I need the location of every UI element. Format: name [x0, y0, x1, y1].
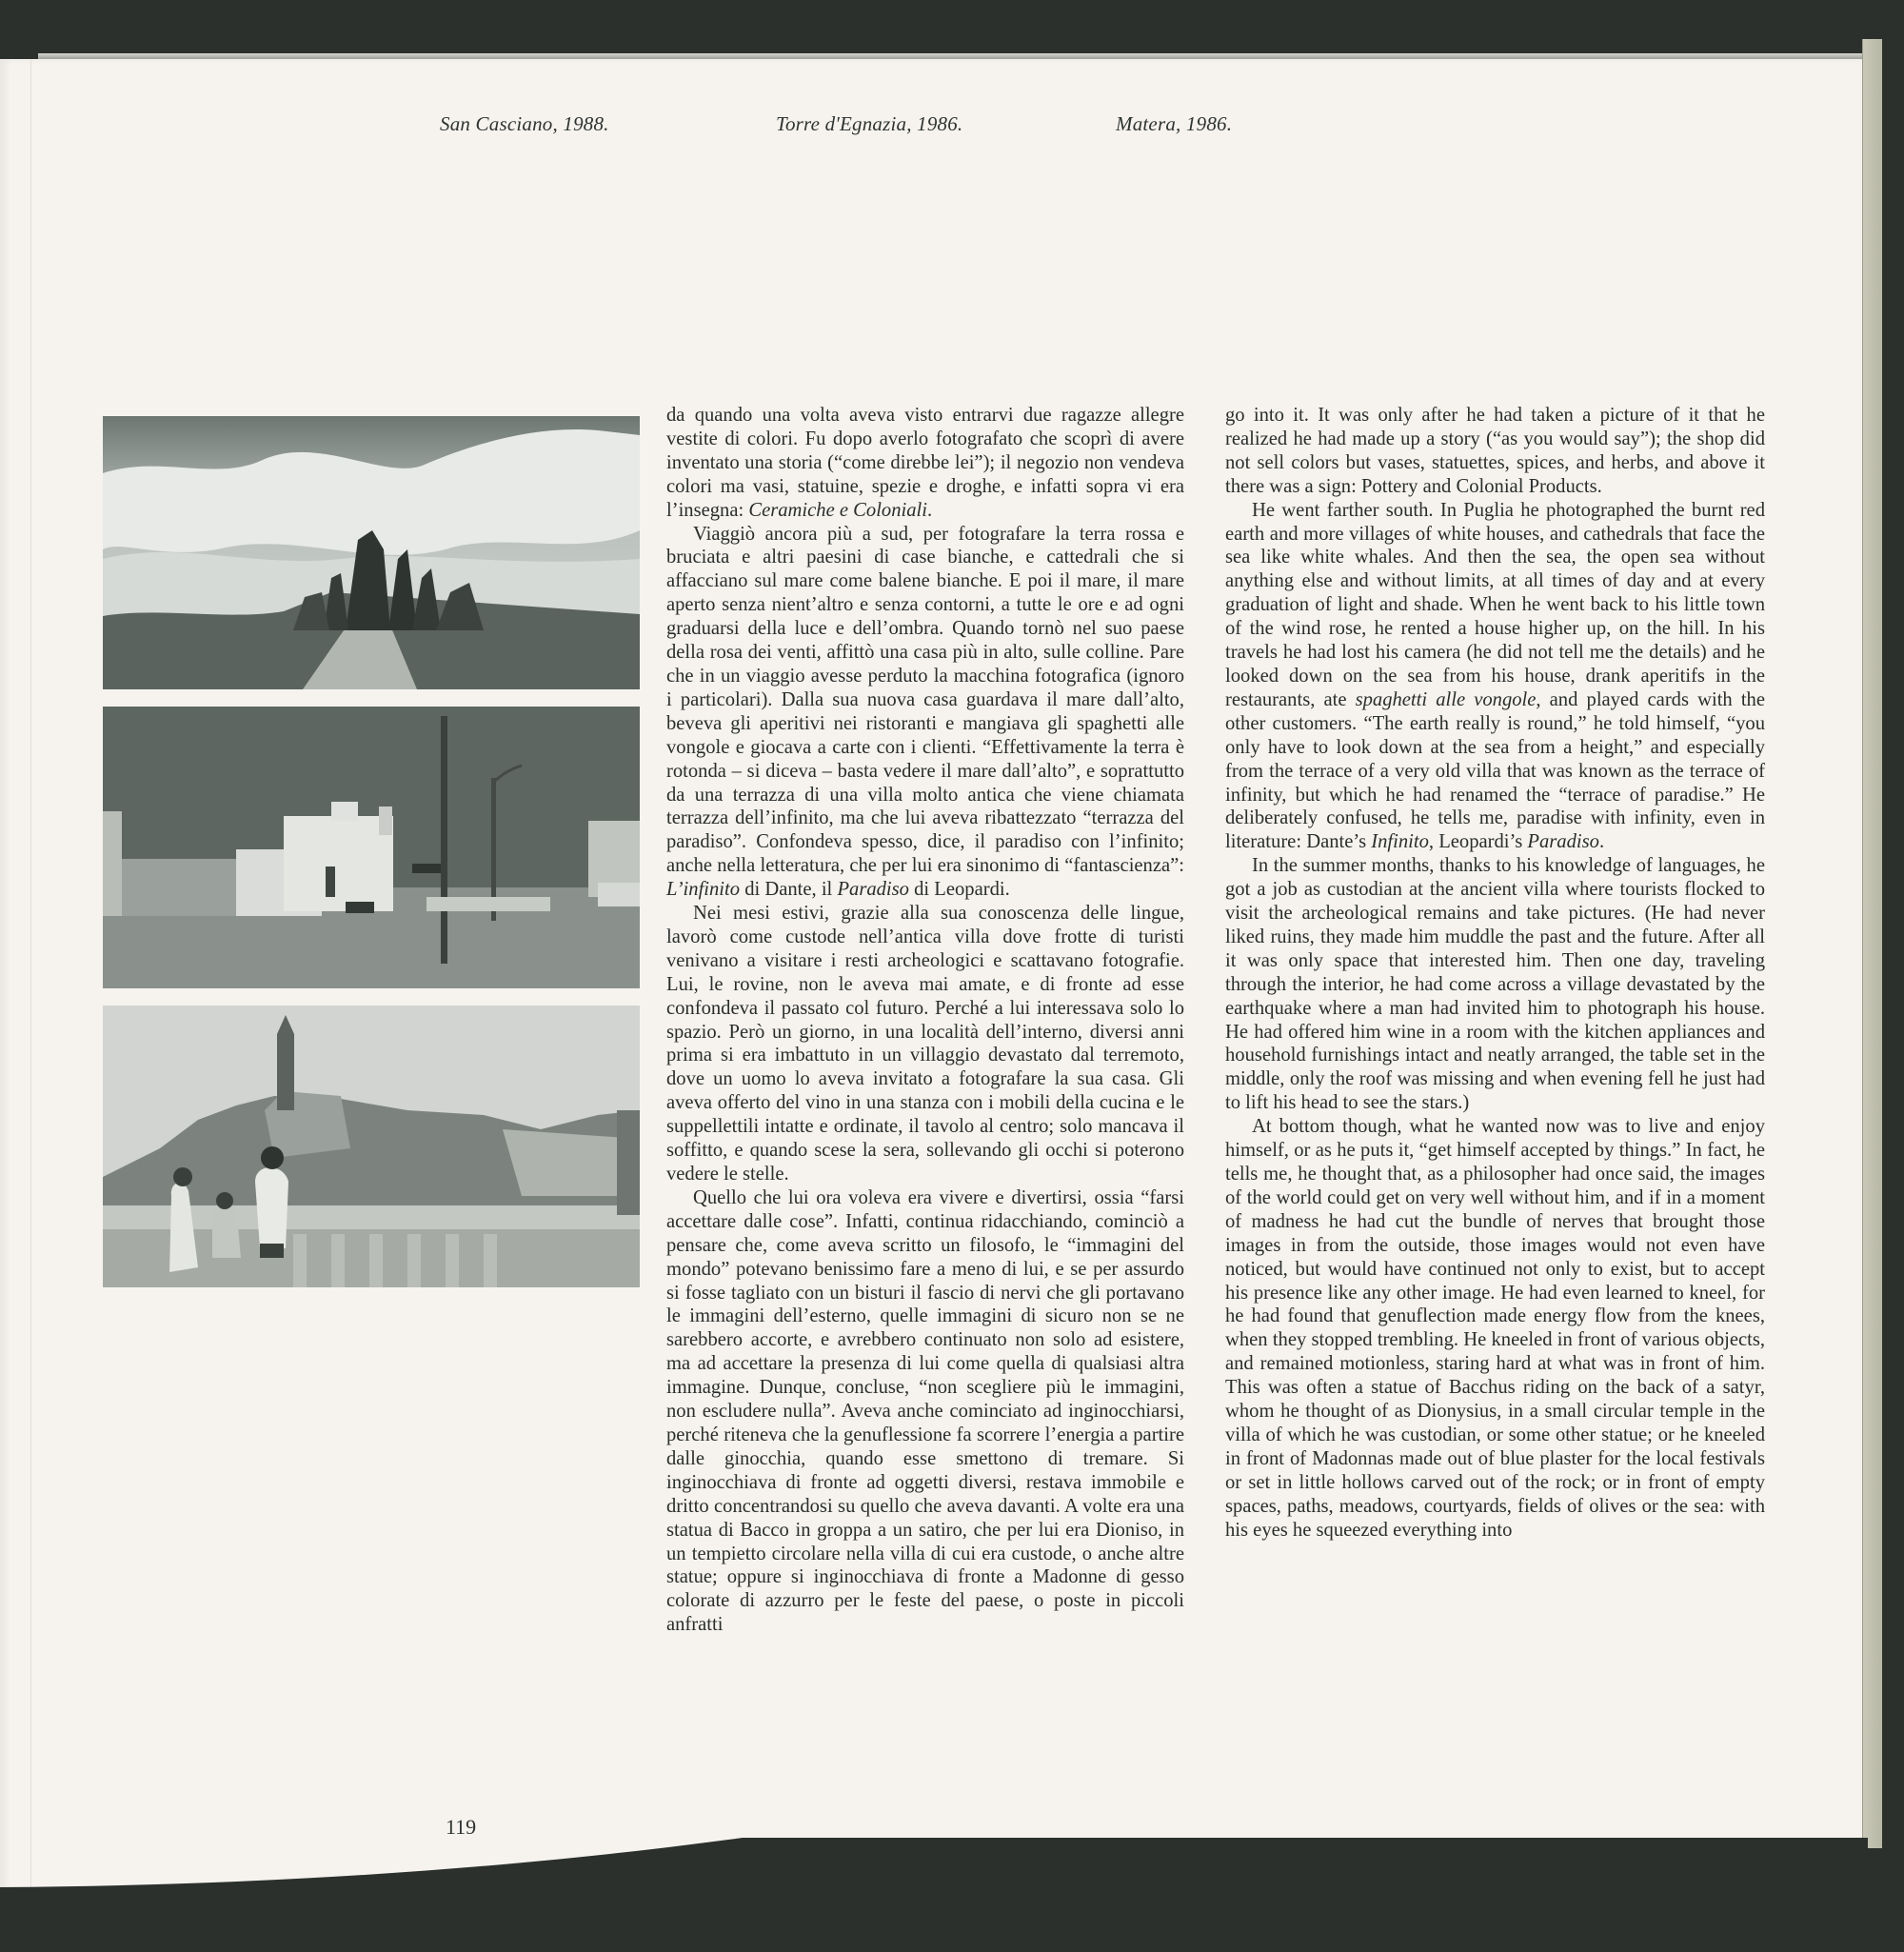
italic-title-infinito: Infinito — [1371, 831, 1429, 853]
text-segment: di Dante, il — [740, 879, 838, 901]
text-segment: , and played cards with the other customers. “The earth really is round,” he told himself, “you only have to look down at the sea from a height,” and especially from the terrace of a very old villa that was known as the terrace of infinity, but which he had renamed the “terrace of paradise.” He deliberately confused, he tells me, paradise with infinity, even in literature: Dante’s — [1225, 688, 1765, 853]
gutter-line — [30, 59, 31, 1906]
english-paragraph-2 — [1225, 499, 1765, 855]
italian-paragraph-1 — [666, 404, 1184, 523]
text-segment: Quello che lui ora voleva era vivere e divertirsi, ossia “farsi accettare dalle cose”. Infatti, continua ridacchiando, cominciò a pensare che, come aveva scritto un filosofo, le “immagini del mondo” potevano benissimo fare a meno di lui, e se per assurdo si fosse tagliato con un bisturi il fascio di nervi che gli portavano le immagini dell’esterno, quelle immagini di sicuro non se ne sarebbero accorte, e avrebbero continuato non solo ad esistere, ma ad accettare la presenza di lui come quella di qualsiasi altra immagine. Dunque, concluse, “non scegliere più le immagini, non escludere nulla”. Aveva anche cominciato ad inginocchiarsi, perché riteneva che la genuflessione fa scorrere l’energia a partire dalle ginocchia, quando esse smettono di tremare. Si inginocchiava di fronte ad oggetti diversi, restava immobile e dritto concentrandosi su quello che aveva davanti. A volte era una statua di Bacco in groppa a un satiro, che per lui era Dioniso, in un tempietto circolare nella villa di cui era custode, o anche altre statue; oppure si inginocchiava di fronte a Madonne di gesso colorate di azzurro per le feste del paese, o poste in piccoli anfratti — [666, 1186, 1184, 1636]
caption-san-casciano: San Casciano, 1988. — [440, 112, 609, 135]
italian-paragraph-3 — [666, 902, 1184, 1186]
italian-text-column — [666, 404, 1184, 1637]
italian-paragraph-2 — [666, 523, 1184, 903]
english-paragraph-1 — [1225, 404, 1765, 499]
page-edge-top — [38, 53, 1866, 59]
text-segment: In the summer months, thanks to his knowledge of languages, he got a job as custodian at the ancient villa where tourists flocked to visit the archeological remains and take pictures. (He had never liked ruins, they made him muddle the past and the future. After all it was only space that interested him. Then one day, traveling through the interior, he had come across a village devastated by the earthquake where a man had invited him to photograph his house. He had offered him wine in a room with the kitchen appliances and household furnishings intact and neatly arranged, the table set in the middle, only the roof was missing and when evening fell he just had to lift his head to see the stars.) — [1225, 855, 1765, 1114]
text-segment: go into it. It was only after he had taken a picture of it that he realized he had made up a story (“as you would say”); the shop did not sell colors but vases, statuettes, spices, and herbs, and above it there was a sign: Pottery and Colonial Products. — [1225, 405, 1765, 497]
italic-dish-name: spaghetti alle vongole — [1355, 688, 1537, 710]
italic-title-paradiso: Paradiso — [1527, 831, 1599, 853]
text-segment: da quando una volta aveva visto entrarvi due ragazze allegre vestite di colori. Fu dopo averlo fotografato che scoprì di avere inventato una storia (“come direbbe lei”); il negozio non vendeva colori ma vasi, statuine, spezie e droghe, e infatti sopra vi era l’insegna: — [666, 405, 1184, 521]
english-paragraph-3 — [1225, 854, 1765, 1115]
text-segment: He went farther south. In Puglia he photographed the burnt red earth and more villages of white houses, and cathedrals that face the sea like white whales. And then the sea, the open sea without anything else and without limits, at all times of day and at every graduation of light and shade. When he went back to his little town of the wind rose, he rented a house higher up, on the hill. In his travels he had lost his camera (he did not tell me the details) and he looked down on the sea from his house, drank aperitifs in the restaurants, ate — [1225, 499, 1765, 710]
photo-matera-image — [103, 1006, 640, 1287]
text-segment: . — [1598, 831, 1605, 853]
text-segment: di Leopardi. — [908, 879, 1010, 901]
photo-street-image — [103, 707, 640, 988]
italic-title-paradiso: Paradiso — [837, 879, 909, 901]
english-text-column — [1225, 404, 1765, 1543]
caption-torre-degnazia: Torre d'Egnazia, 1986. — [776, 112, 963, 135]
text-segment: , Leopardi’s — [1428, 831, 1528, 853]
photo-matera — [103, 1006, 640, 1287]
text-segment: At bottom though, what he wanted now was to live and enjoy himself, or as he puts it, “get himself accepted by things.” In fact, he tells me, he thought that, as a philosopher had once said, the images of the world could get on very well without him, and if in a moment of madness he had cut the bundle of nerves that brought those images in from the outside, those images would not even have noticed, but would have continued not only to exist, but to accept his presence like any other image. He had even learned to kneel, for he had found that genuflection made energy flow from the knees, when they stopped trembling. He kneeled in front of various objects, and remained motionless, staring hard at what was in front of him. This was often a statue of Bacchus riding on the back of a satyr, whom he thought of as Dionysius, in a small circular temple in the villa of which he was custodian, or some other statue; or he kneeled in front of Madonnas made out of blue plaster for the local festivals or set in little hollows carved out of the rock; or in front of empty spaces, paths, meadows, courtyards, fields of olives or the sea: with his eyes he squeezed everything into — [1225, 1116, 1765, 1541]
italian-paragraph-4 — [666, 1186, 1184, 1637]
photo-san-casciano — [103, 416, 640, 689]
english-paragraph-4 — [1225, 1115, 1765, 1542]
italic-shop-sign: Ceramiche e Coloniali — [748, 499, 927, 521]
page-number: 119 — [446, 1815, 477, 1839]
text-segment: Nei mesi estivi, grazie alla sua conoscenza delle lingue, lavorò come custode nell’antica villa dove frotte di turisti venivano a visitare i resti archeologici e scattavano fotografie. Lui, le rovine, non le aveva mai amate, e di fronte ad esse confondeva il passato col futuro. Perché a lui interessava solo lo spazio. Però un giorno, in una località dell’interno, diversi anni prima si era imbattuto in un villaggio devastato dal terremoto, dove un uomo lo aveva invitato a fotografare la sua casa. Gli aveva offerto del vino in una stanza con i mobili della cucina e le suppellettili intatte e ordinate, il tavolo al centro; solo mancava il soffitto, e quando scese la sera, sollevando gli occhi si poterono vedere le stelle. — [666, 903, 1184, 1185]
photo-landscape-image — [103, 416, 640, 689]
text-segment: . — [926, 499, 933, 521]
photo-torre-degnazia — [103, 707, 640, 988]
page-edge-right — [1862, 39, 1882, 1848]
text-segment: Viaggiò ancora più a sud, per fotografare la terra rossa e bruciata e altri paesini di case bianche, e cattedrali che si affacciano sul mare come balene bianche. E poi il mare, il mare aperto senza nient’altro e senza contorni, a tutte le ore e ad ogni graduarsi della luce e dell’ombra. Quando tornò nel suo paese della rosa dei venti, affittò una casa più in alto, sulle colline. Pare che in un viaggio avesse perduto la macchina fotografica (ignoro i particolari). Dalla sua nuova casa guardava il mare dall’alto, beveva gli aperitivi nei ristoranti e mangiava gli spaghetti alle vongole e giocava a carte con i clienti. “Effettivamente la terra è rotonda – si diceva – basta vedere il mare dall’alto”, e soprattutto da una terrazza di una villa molto antica che viene chiamata terrazza dell’infinito, ma che lui aveva ribattezzato “terrazza del paradiso”. Confondeva spesso, dice, il paradiso con l’infinito; anche nella letteratura, che per lui era sinonimo di “fantascienza”: — [666, 523, 1184, 877]
caption-matera: Matera, 1986. — [1116, 112, 1233, 135]
italic-title-infinito: L’infinito — [666, 879, 741, 901]
